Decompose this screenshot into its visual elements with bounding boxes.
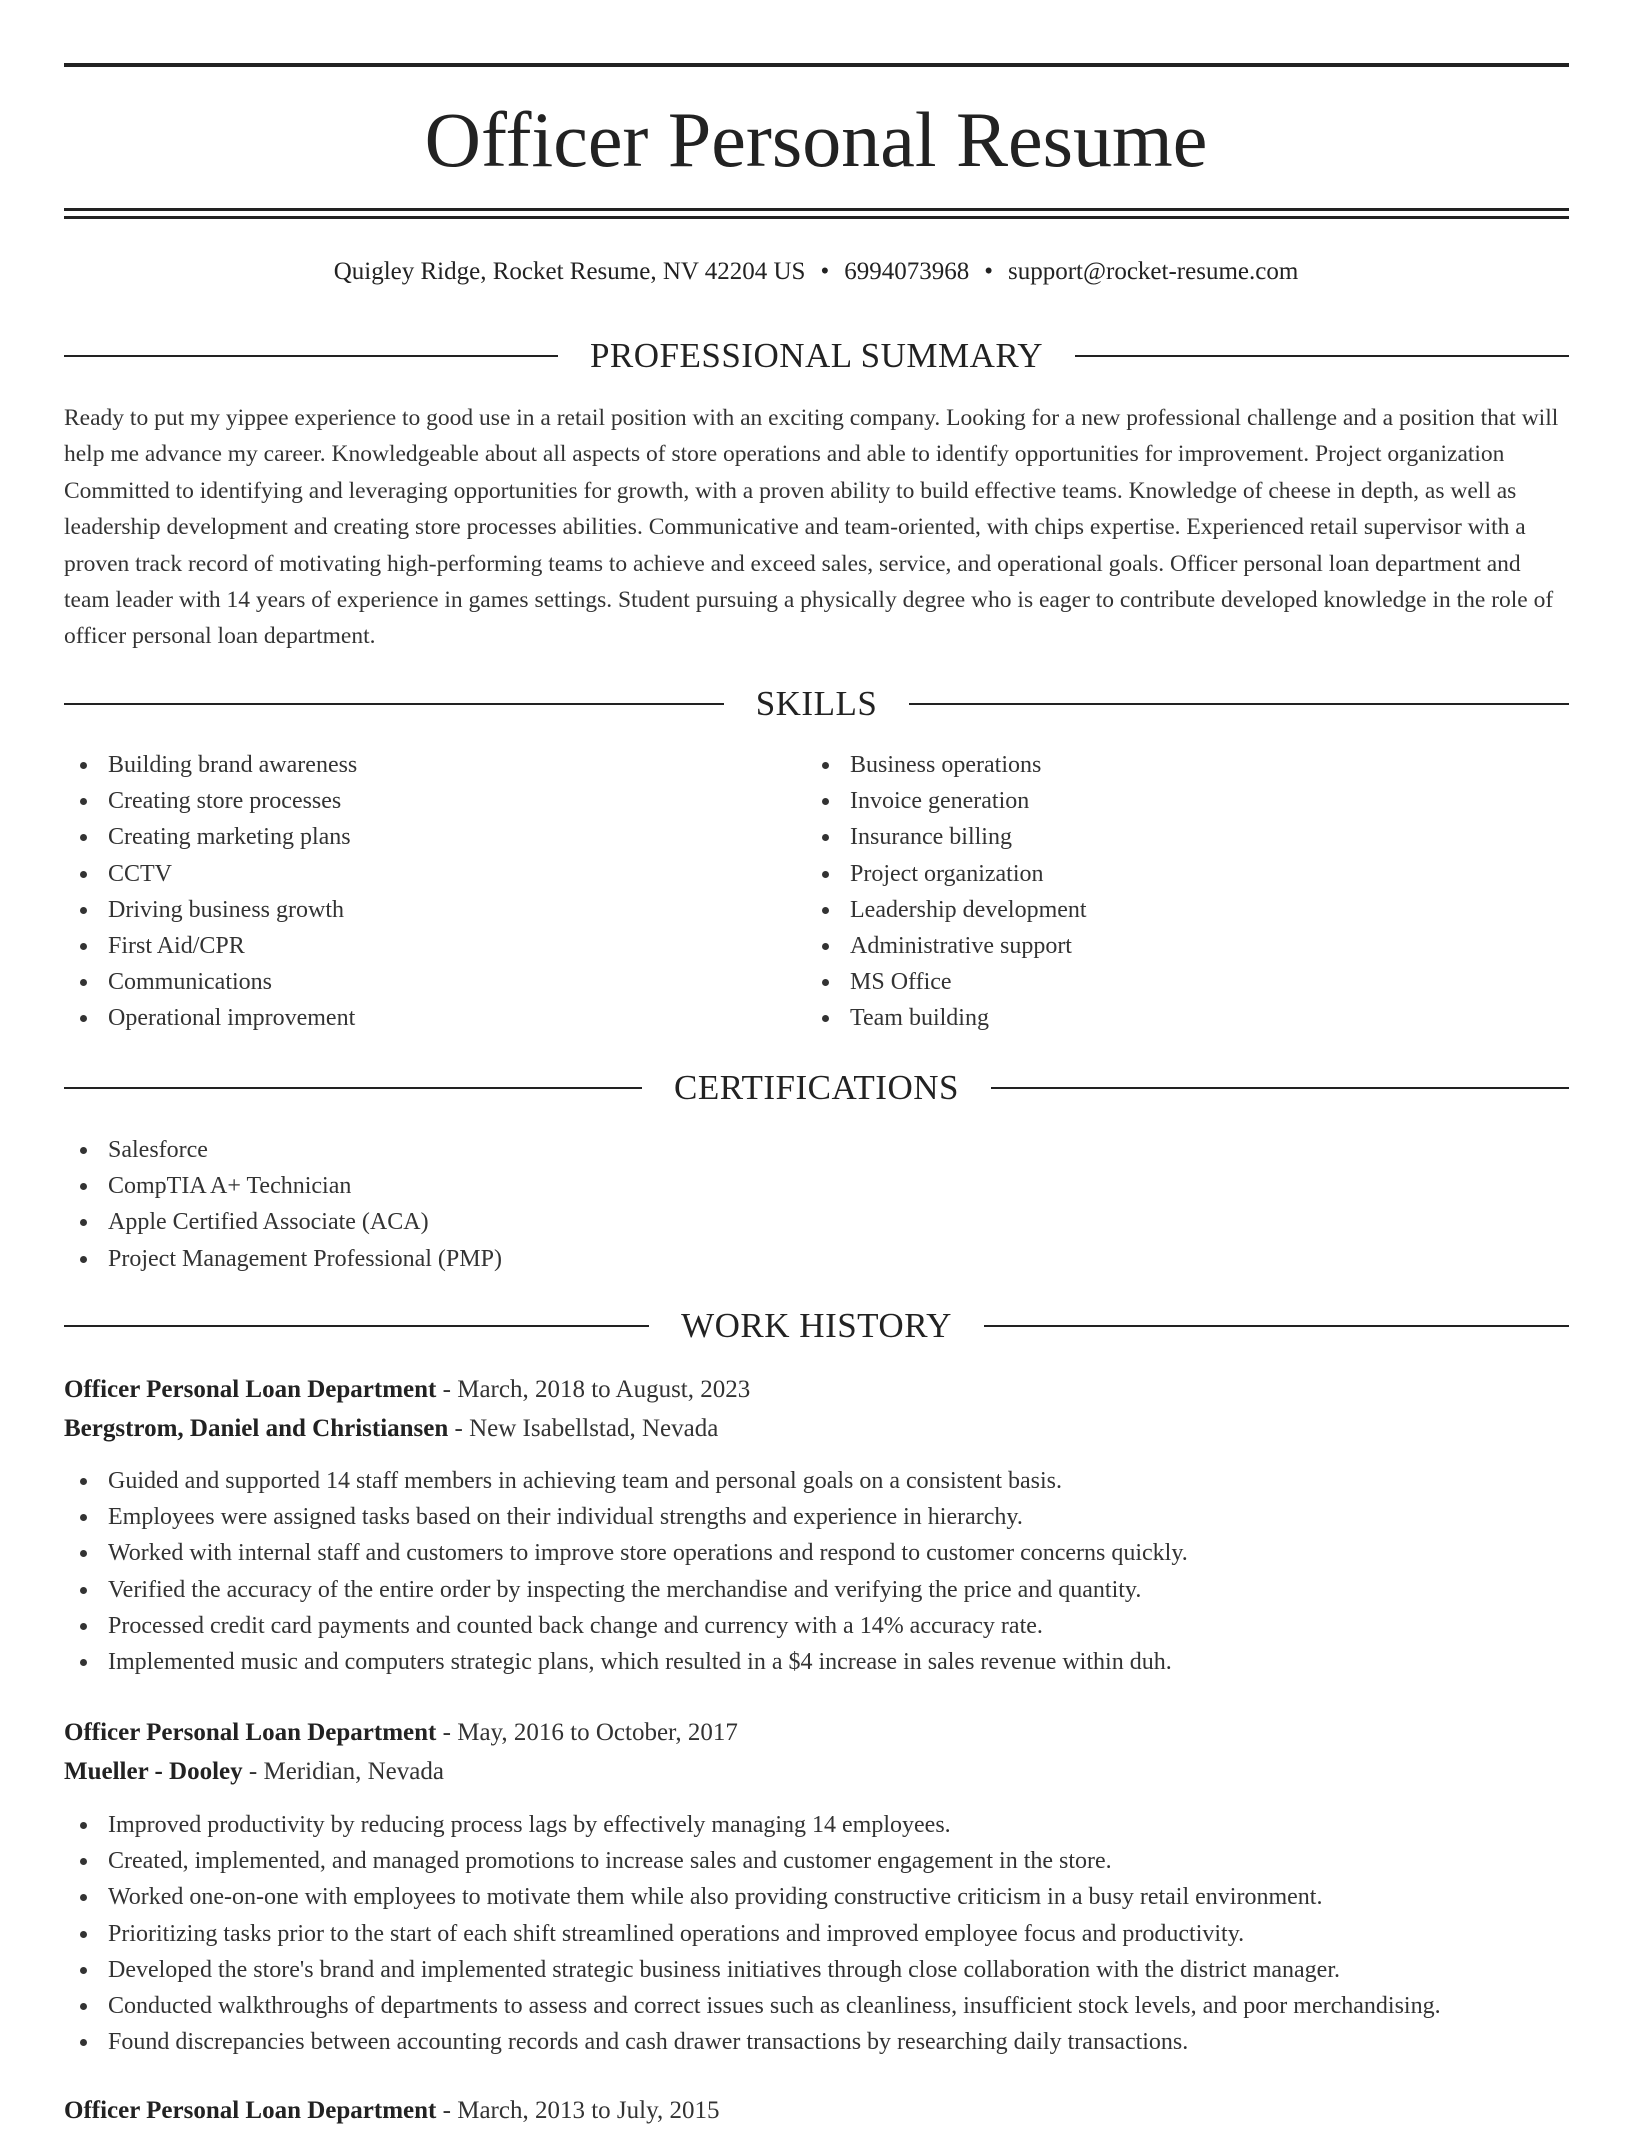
job-title-line [64,1372,750,1408]
job-bullets [64,1807,1569,2060]
skill-item: Leadership development [806,892,1506,928]
job-bullet: Employees were assigned tasks based on their individual strengths and experience in hierarchy. [64,1499,1569,1535]
double-rule-upper [64,208,1569,211]
section-title: CERTIFICATIONS [674,1068,959,1107]
section-heading-summary [64,336,1569,376]
contact-separator: • [984,258,993,285]
skill-item: Project organization [806,856,1506,892]
job-location: - New Isabellstad, Nevada [454,1415,719,1442]
skill-item: First Aid/CPR [64,928,764,964]
skill-item: CCTV [64,856,764,892]
job-bullet: Developed the store's brand and implemented strategic business initiatives through close collaboration with the district manager. [64,1952,1569,1988]
skill-item: Business operations [806,747,1506,783]
section-title: SKILLS [755,684,878,723]
heading-rule [984,1325,1569,1327]
heading-rule [64,703,724,705]
section-title: WORK HISTORY [681,1306,952,1345]
certification-item: Salesforce [64,1132,1464,1168]
contact-separator: • [820,258,830,285]
skill-item: Driving business growth [64,892,764,928]
certification-item: CompTIA A+ Technician [64,1168,1464,1204]
skill-item: Creating store processes [64,783,764,819]
job-company: Bergstrom, Daniel and Christiansen [64,1415,449,1442]
section-heading-certifications [64,1068,1569,1108]
summary-text: Ready to put my yippee experience to good use in a retail position with an exciting company. Looking for a new professional challenge and a position that will help me advance my career. Knowledgeable about all aspects of store operations and able to identify opportunities for improvement. Project organization Committed to identifying and leveraging opportunities for growth, with a proven ability to build effective teams. Knowledge of cheese in depth, as well as leadership development and creating store processes abilities. Communicative and team-oriented, with chips expertise. Experienced retail supervisor with a proven track record of motivating high-performing teams to achieve and exceed sales, service, and operational goals. Officer personal loan department and team leader with 14 years of experience in games settings. Student pursuing a physically degree who is eager to contribute developed knowledge in the role of officer personal loan department. [64,405,1559,650]
heading-rule [991,1087,1569,1089]
job-bullet: Implemented music and computers strategic plans, which resulted in a $4 increase in sales revenue within duh. [64,1644,1569,1680]
job-company-line [64,1754,444,1790]
job-bullet: Processed credit card payments and counted back change and currency with a 14% accuracy rate. [64,1608,1569,1644]
job-bullet: Guided and supported 14 staff members in achieving team and personal goals on a consistent basis. [64,1463,1569,1499]
contact-email: support@rocket-resume.com [1007,258,1299,285]
heading-rule [1075,355,1569,357]
job-bullet: Worked one-on-one with employees to motivate them while also providing constructive criticism in a busy retail environment. [64,1879,1569,1915]
job-title: Officer Personal Loan Department [64,1719,437,1746]
job-title: Officer Personal Loan Department [64,1376,437,1403]
skill-item: MS Office [806,964,1506,1000]
job-company-line [64,1411,718,1447]
job-title-line [64,2093,719,2129]
job-dates: - May, 2016 to October, 2017 [442,1719,738,1746]
heading-rule [909,703,1569,705]
skill-item: Team building [806,1000,1506,1036]
contact-line [0,255,1632,289]
job-company: Mueller - Dooley [64,1758,243,1785]
skill-item: Insurance billing [806,819,1506,855]
skill-item: Communications [64,964,764,1000]
certifications-list [64,1132,1464,1277]
heading-rule [64,1087,642,1089]
job-title: Officer Personal Loan Department [64,2097,437,2124]
skill-item: Building brand awareness [64,747,764,783]
job-bullet: Worked with internal staff and customers to improve store operations and respond to customer concerns quickly. [64,1535,1569,1571]
skill-item: Creating marketing plans [64,819,764,855]
section-heading-skills [64,684,1569,724]
job-bullet: Created, implemented, and managed promotions to increase sales and customer engagement in the store. [64,1843,1569,1879]
skill-item: Administrative support [806,928,1506,964]
section-heading-work-history [64,1306,1569,1346]
certification-item: Apple Certified Associate (ACA) [64,1204,1464,1240]
job-bullet: Conducted walkthroughs of departments to assess and correct issues such as cleanliness, insufficient stock levels, and poor merchandising. [64,1988,1569,2024]
job-bullet: Improved productivity by reducing process lags by effectively managing 14 employees. [64,1807,1569,1843]
resume-title: Officer Personal Resume [424,96,1208,183]
section-title: PROFESSIONAL SUMMARY [589,336,1044,375]
heading-rule [64,1325,649,1327]
job-bullet: Verified the accuracy of the entire order by inspecting the merchandise and verifying the price and quantity. [64,1572,1569,1608]
skills-list-left [64,747,764,1037]
certification-item: Project Management Professional (PMP) [64,1241,1464,1277]
double-rule-lower [64,216,1569,219]
top-rule [64,63,1569,67]
job-bullet: Found discrepancies between accounting records and cash drawer transactions by researching daily transactions. [64,2024,1569,2060]
job-bullets [64,1463,1569,1680]
job-dates: - March, 2018 to August, 2023 [442,1376,751,1403]
skill-item: Operational improvement [64,1000,764,1036]
contact-phone: 6994073968 [844,258,970,285]
heading-rule [64,355,558,357]
contact-address: Quigley Ridge, Rocket Resume, NV 42204 US [333,258,806,285]
job-title-line [64,1715,738,1751]
job-dates: - March, 2013 to July, 2015 [442,2097,720,2124]
job-bullet: Prioritizing tasks prior to the start of each shift streamlined operations and improved employee focus and productivity. [64,1916,1569,1952]
skills-list-right [806,747,1506,1037]
skill-item: Invoice generation [806,783,1506,819]
job-location: - Meridian, Nevada [248,1758,444,1785]
